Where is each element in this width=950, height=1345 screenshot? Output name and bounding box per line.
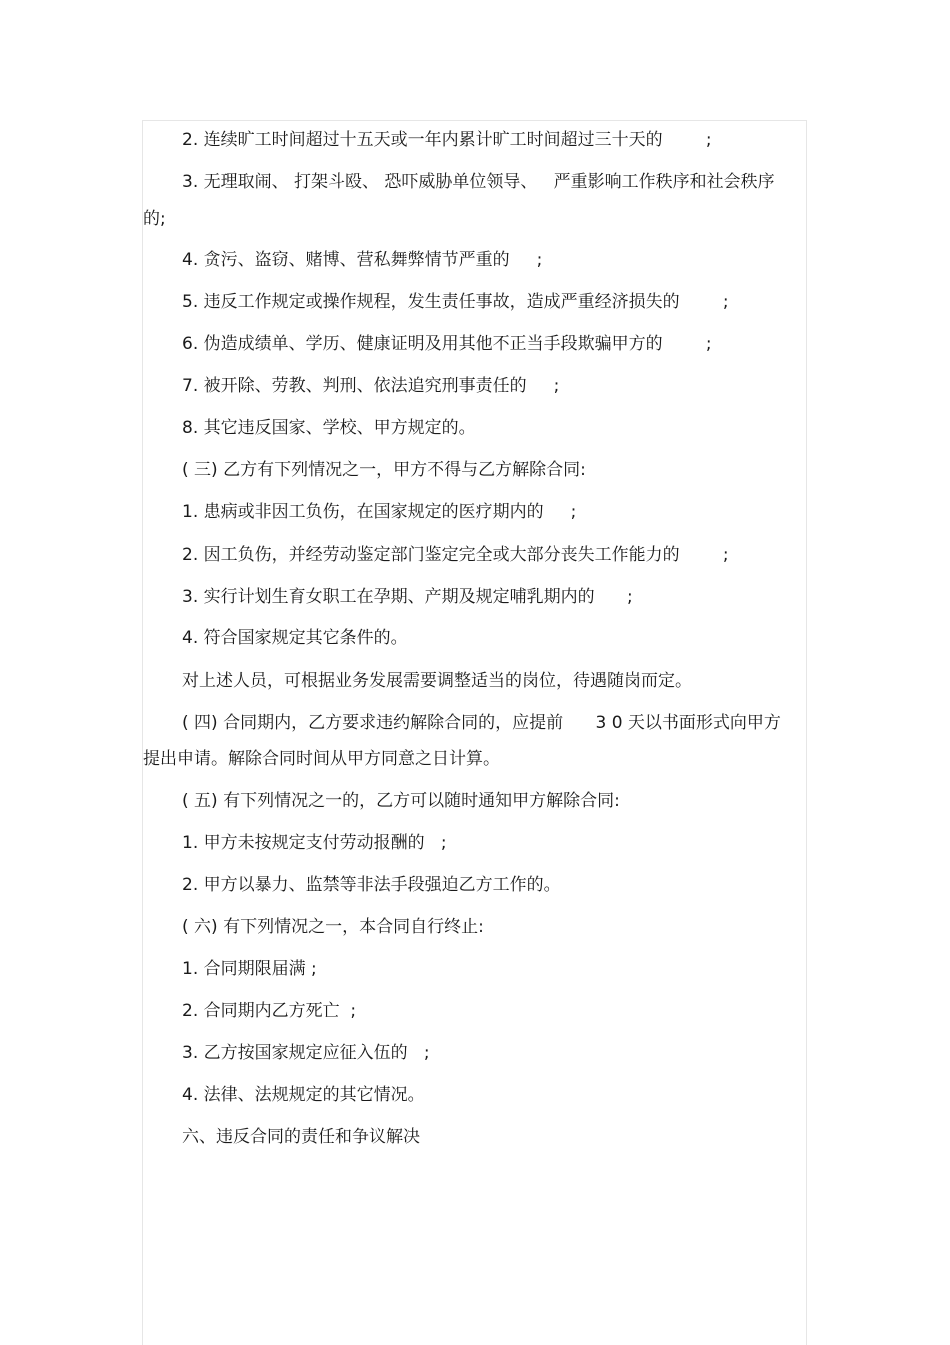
clause-line-4-other-conditions: 4. 符合国家规定其它条件的。 (182, 628, 408, 648)
clause-line-4-legal: 4. 法律、法规规定的其它情况。 (182, 1085, 425, 1105)
clause-line-7-dismissal: 7. 被开除、劳教、判刑、依法追究刑事责任的 ; (182, 376, 560, 396)
section-heading-6: ( 六) 有下列情况之一，本合同自行终止: (182, 917, 484, 937)
clause-line-1-expiry: 1. 合同期限届满 ; (182, 959, 317, 979)
clause-line-5-violation: 5. 违反工作规定或操作规程，发生责任事故，造成严重经济损失的 ; (182, 292, 729, 312)
chapter-heading-6: 六、违反合同的责任和争议解决 (182, 1127, 420, 1147)
clause-line-3-enlistment: 3. 乙方按国家规定应征入伍的 ; (182, 1043, 430, 1063)
clause-line-2-absenteeism: 2. 连续旷工时间超过十五天或一年内累计旷工时间超过三十天的 ; (182, 130, 712, 150)
clause-line-3-disorder: 3. 无理取闹、 打架斗殴、 恐吓威胁单位领导、 严重影响工作秩序和社会秩序 (182, 172, 775, 192)
clause-line-8-other: 8. 其它违反国家、学校、甲方规定的。 (182, 418, 476, 438)
clause-line-2-injury: 2. 因工负伤，并经劳动鉴定部门鉴定完全或大部分丧失工作能力的 ; (182, 545, 729, 565)
section-heading-3: ( 三) 乙方有下列情况之一，甲方不得与乙方解除合同: (182, 460, 586, 480)
clause-line-2-coercion: 2. 甲方以暴力、监禁等非法手段强迫乙方工作的。 (182, 875, 561, 895)
paragraph-adjustment: 对上述人员，可根据业务发展需要调整适当的岗位，待遇随岗而定。 (182, 671, 692, 691)
clause-line-6-forgery: 6. 伪造成绩单、学历、健康证明及用其他不正当手段欺骗甲方的 ; (182, 334, 712, 354)
clause-line-3-maternity: 3. 实行计划生育女职工在孕期、产期及规定哺乳期内的 ; (182, 587, 633, 607)
clause-line-1-unpaid: 1. 甲方未按规定支付劳动报酬的 ; (182, 833, 447, 853)
clause-line-1-illness: 1. 患病或非因工负伤，在国家规定的医疗期内的 ; (182, 502, 577, 522)
section-heading-4: ( 四) 合同期内，乙方要求违约解除合同的，应提前 3 0 天以书面形式向甲方 (182, 713, 781, 733)
clause-line-3-continuation: 的; (143, 209, 166, 229)
clause-line-4-corruption: 4. 贪污、盗窃、赌博、营私舞弊情节严重的 ; (182, 250, 543, 270)
section-heading-5: ( 五) 有下列情况之一的，乙方可以随时通知甲方解除合同: (182, 791, 620, 811)
clause-line-2-death: 2. 合同期内乙方死亡 ; (182, 1001, 357, 1021)
section-4-continuation: 提出申请。解除合同时间从甲方同意之日计算。 (143, 749, 500, 769)
